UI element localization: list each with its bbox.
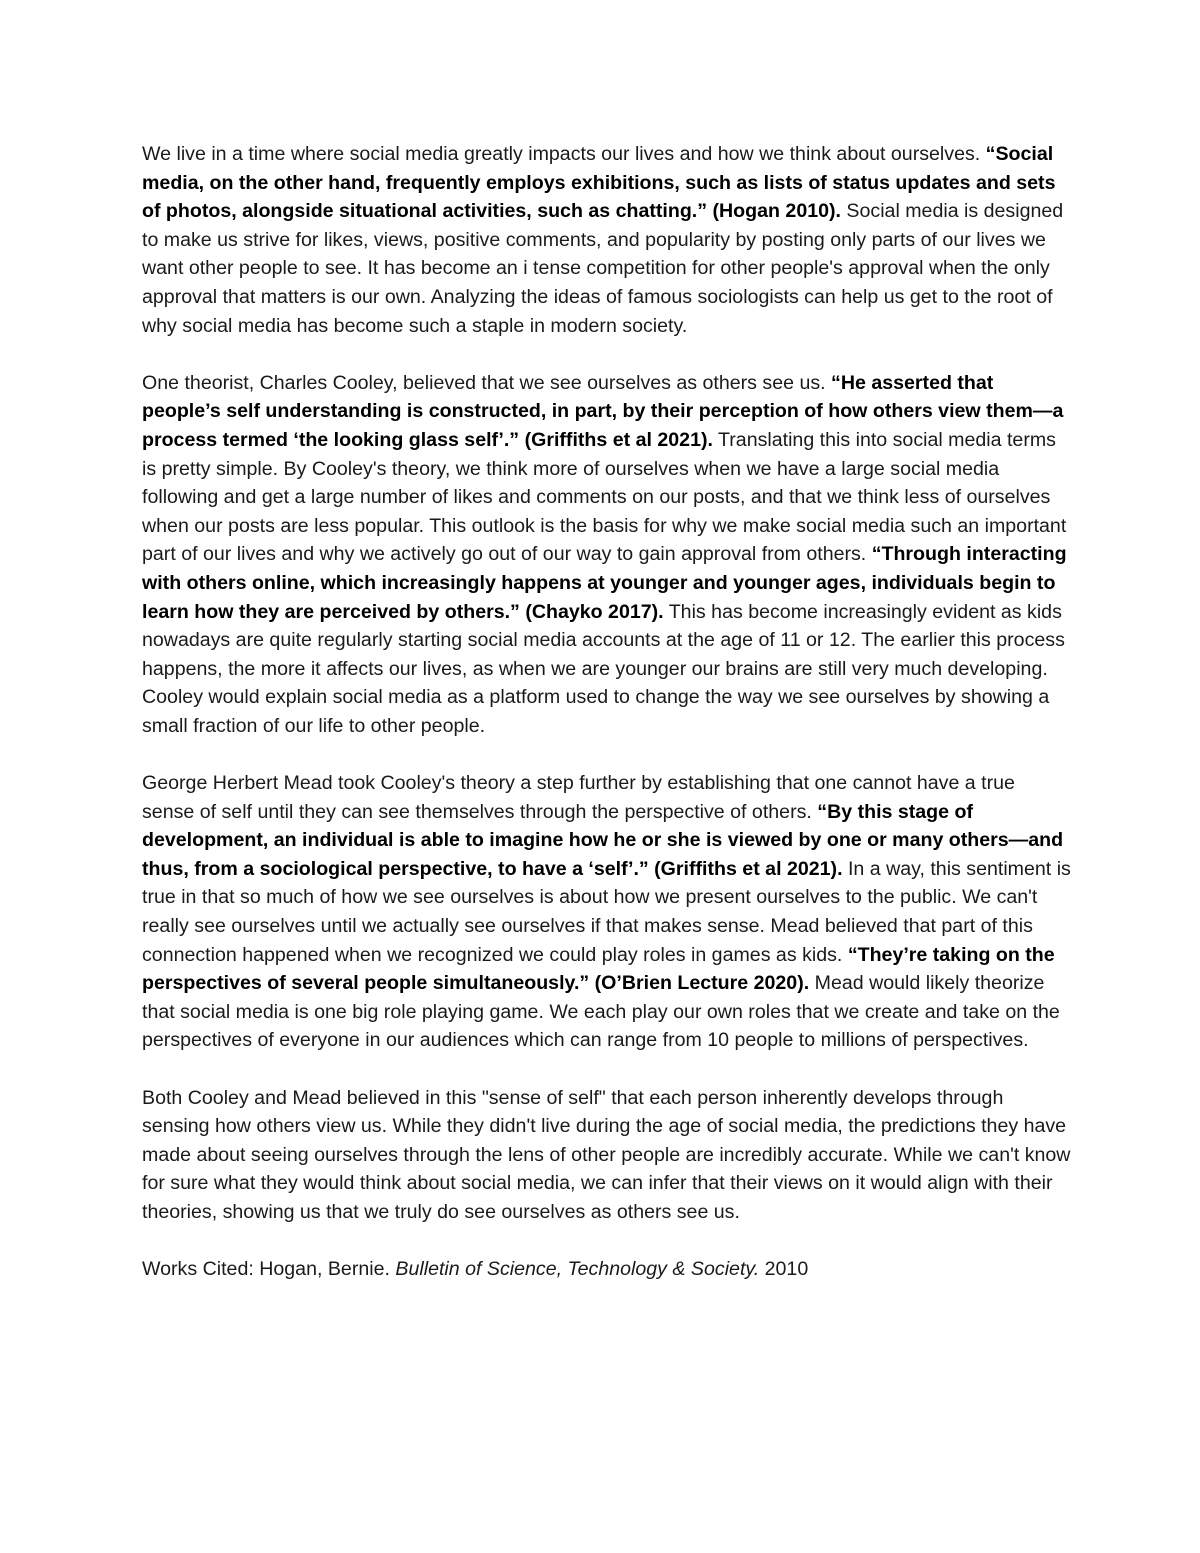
paragraph-text: Mead would likely theorize that social media is one big role playing game. We each play our own roles that we create and take on the perspectives of everyone in our audiences which can range from 10 people to millions of perspectives. (142, 972, 1060, 1052)
paragraph-mead (142, 769, 1072, 1055)
works-cited-year: 2010 (759, 1258, 809, 1281)
quote: “Through interacting with others online, which increasingly happens at younger and younger ages, individuals begin to learn how they are perceived by others.” (142, 543, 1067, 623)
citation: (O’Brien Lecture 2020). (594, 972, 810, 995)
paragraph-conclusion (142, 1084, 1072, 1227)
citation: (Chayko 2017). (525, 600, 664, 623)
paragraph-text: George Herbert Mead took Cooley's theory a step further by establishing that one cannot have a true sense of self until they can see themselves through the perspective of others. (142, 772, 1015, 823)
paragraph-text: One theorist, Charles Cooley, believed that we see ourselves as others see us. (142, 371, 832, 394)
quote: “They’re taking on the perspectives of several people simultaneously.” (142, 943, 1055, 995)
works-cited-title: Bulletin of Science, Technology & Society. (395, 1258, 760, 1281)
works-cited (142, 1255, 1072, 1284)
paragraph-text: Both Cooley and Mead believed in this "sense of self" that each person inherently develops through sensing how others view us. While they didn't live during the age of social media, the predictions they have made about seeing ourselves through the lens of other people are incredibly accurate. While we can't know for sure what they would think about social media, we can infer that their views on it would align with their theories, showing us that we truly do see ourselves as others see us. (142, 1086, 1071, 1223)
paragraph-text: Social media is designed to make us strive for likes, views, positive comments, and popularity by posting only parts of our lives we want other people to see. It has become an i tense competition for other people's approval when the only approval that matters is our own. Analyzing the ideas of famous sociologists can help us get to the root of why social media has become such a staple in modern society. (142, 200, 1064, 337)
quote: “Social media, on the other hand, frequently employs exhibitions, such as lists of status updates and sets of photos, alongside situational activities, such as chatting.” (142, 143, 1056, 223)
works-cited-label: Works Cited: Hogan, Bernie. (142, 1258, 396, 1281)
paragraph-text: Translating this into social media terms is pretty simple. By Cooley's theory, we think more of ourselves when we have a large social media following and get a large number of likes and comments on our posts, and that we think less of ourselves when our posts are less popular. This outlook is the basis for why we make social media such an important part of our lives and why we actively go out of our way to gain approval from others. (142, 428, 1067, 566)
paragraph-cooley (142, 369, 1072, 741)
essay-body (142, 140, 1072, 1312)
citation: (Griffiths et al 2021). (654, 857, 843, 880)
paragraph-intro (142, 140, 1072, 340)
paragraph-text: We live in a time where social media greatly impacts our lives and how we think about ourselves. (142, 143, 986, 165)
quote: “He asserted that people’s self understanding is constructed, in part, by their perception of how others view them—a process termed ‘the looking glass self’.” (142, 371, 1064, 451)
citation: (Hogan 2010). (712, 200, 841, 223)
citation: (Griffiths et al 2021). (524, 428, 713, 451)
quote: “By this stage of development, an individual is able to imagine how he or she is viewed by one or many others—and thus, from a sociological perspective, to have a ‘self’.” (142, 800, 1064, 880)
paragraph-text: In a way, this sentiment is true in that so much of how we see ourselves is about how we present ourselves to the public. We can't really see ourselves until we actually see ourselves if that makes sense. Mead believed that part of this connection happened when we recognized we could play roles in games as kids. (142, 857, 1071, 966)
paragraph-text: This has become increasingly evident as kids nowadays are quite regularly starting social media accounts at the age of 11 or 12. The earlier this process happens, the more it affects our lives, as when we are younger our brains are still very much developing. Cooley would explain social media as a platform used to change the way we see ourselves by showing a small fraction of our life to other people. (142, 600, 1065, 737)
